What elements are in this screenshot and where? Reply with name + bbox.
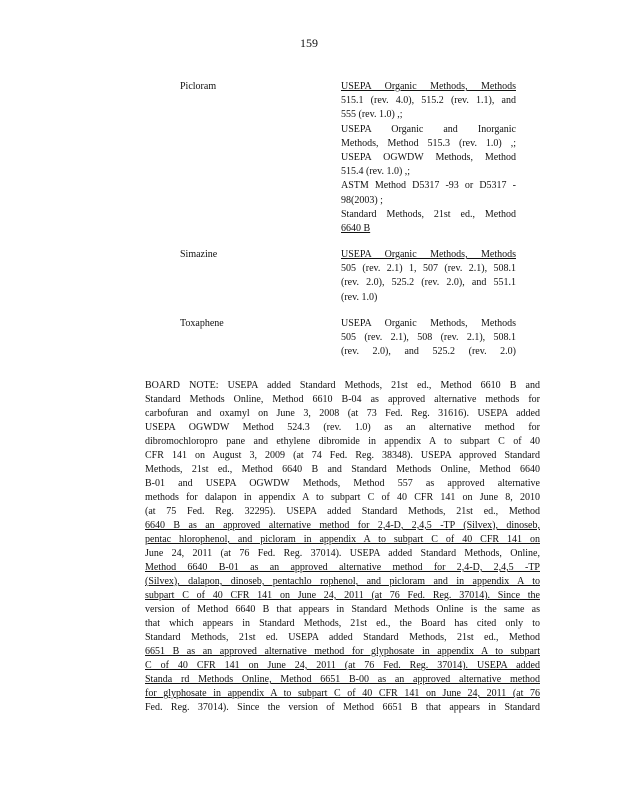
method-line: (rev. 2.0), 525.2 (rev. 2.0), and 551.1 <box>341 277 516 289</box>
note-line: carbofuran and oxamyl on June 3, 2008 (at 73 Fed. Reg. 31616). USEPA added <box>145 408 540 419</box>
method-line: 515.4 (rev. 1.0) ,; <box>341 166 411 178</box>
analyte-name: Simazine <box>180 249 218 260</box>
method-line: USEPA Organic Methods, Methods <box>341 81 516 92</box>
note-line: USEPA OGWDW Method 524.3 (rev. 1.0) as an alternative method for <box>145 422 540 433</box>
note-line: methods for dalapon in appendix A to subpart C of 40 CFR 141 on June 8, 2010 <box>145 492 540 503</box>
note-line: Standard Methods Online, Method 6610 B-04 as approved alternative methods for <box>145 394 540 405</box>
note-line: BOARD NOTE: USEPA added Standard Methods, 21st ed., Method 6610 B and <box>145 380 540 391</box>
table-row-simazine <box>180 248 516 308</box>
method-line: 6640 B <box>341 223 371 235</box>
method-line: USEPA Organic and Inorganic <box>341 123 516 135</box>
method-line: (rev. 1.0) <box>341 291 378 303</box>
note-line: that which appears in Standard Methods, 21st ed., the Board has cited only to <box>145 618 540 629</box>
method-line: USEPA Organic Methods, Methods <box>341 318 516 329</box>
method-line: 555 (rev. 1.0) ,; <box>341 109 403 121</box>
board-note <box>145 379 540 715</box>
note-line: 6651 B as an approved alternative method for glyphosate in appendix A to subpart <box>145 646 540 657</box>
method-list <box>341 317 516 360</box>
method-line: (rev. 2.0), and 525.2 (rev. 2.0) <box>341 346 516 358</box>
note-line: Standa rd Methods Online, Method 6651 B-00 as an approved alternative method <box>145 674 540 685</box>
note-line: Methods, 21st ed., Method 6640 B and Standard Methods Online, Method 6640 <box>145 464 540 475</box>
note-line: B-01 and USEPA OGWDW Methods, Method 557 as approved alternative <box>145 478 540 489</box>
note-line: Standard Methods, 21st ed. USEPA added Standard Methods, 21st ed., Method <box>145 632 540 643</box>
note-line: version of Method 6640 B that appears in Standard Methods Online is the same as <box>145 604 540 615</box>
note-line: subpart C of 40 CFR 141 on June 24, 2011 (at 76 Fed. Reg. 37014). Since the <box>145 590 540 601</box>
method-line: ASTM Method D5317 -93 or D5317 - <box>341 180 516 192</box>
method-line: Standard Methods, 21st ed., Method <box>341 208 516 220</box>
note-line: dibromochloropro pane and ethylene dibromide in appendix A to subpart C of 40 <box>145 436 540 447</box>
note-line: pentac hlorophenol, and picloram in appendix A to subpart C of 40 CFR 141 on <box>145 534 540 545</box>
method-list <box>341 248 516 305</box>
note-line: CFR 141 on August 3, 2009 (at 74 Fed. Reg. 38348). USEPA approved Standard <box>145 450 540 461</box>
note-line: June 24, 2011 (at 76 Fed. Reg. 37014). USEPA added Standard Methods, Online, <box>145 548 540 559</box>
note-line: C of 40 CFR 141 on June 24, 2011 (at 76 Fed. Reg. 37014). USEPA added <box>145 660 540 671</box>
method-line: 505 (rev. 2.1), 508 (rev. 2.1), 508.1 <box>341 332 516 344</box>
analyte-name: Picloram <box>180 81 217 92</box>
method-line: USEPA Organic Methods, Methods <box>341 249 516 260</box>
method-line: USEPA OGWDW Methods, Method <box>341 152 516 164</box>
page-number: 159 <box>300 36 318 50</box>
method-list <box>341 80 516 236</box>
table-row-picloram <box>180 80 516 240</box>
note-line: 6640 B as an approved alternative method for 2,4-D, 2,4,5 -TP (Silvex), dinoseb, <box>145 520 540 531</box>
method-line: 98(2003) ; <box>341 194 383 206</box>
method-line: 505 (rev. 2.1) 1, 507 (rev. 2.1), 508.1 <box>341 263 516 275</box>
table-row-toxaphene <box>180 317 516 363</box>
method-line: 515.1 (rev. 4.0), 515.2 (rev. 1.1), and <box>341 95 516 107</box>
note-line: (Silvex), dalapon, dinoseb, pentachlo rophenol, and picloram and in appendix A to <box>145 576 540 587</box>
method-line: Methods, Method 515.3 (rev. 1.0) ,; <box>341 137 516 149</box>
note-line: Method 6640 B-01 as an approved alternative method for 2,4-D, 2,4,5 -TP <box>145 562 540 573</box>
analyte-name: Toxaphene <box>180 318 224 329</box>
note-line: Fed. Reg. 37014). Since the version of Method 6651 B that appears in Standard <box>145 702 540 713</box>
note-line: (at 75 Fed. Reg. 32295). USEPA added Standard Methods, 21st ed., Method <box>145 506 540 517</box>
note-line: for glyphosate in appendix A to subpart C of 40 CFR 141 on June 24, 2011 (at 76 <box>145 688 540 699</box>
